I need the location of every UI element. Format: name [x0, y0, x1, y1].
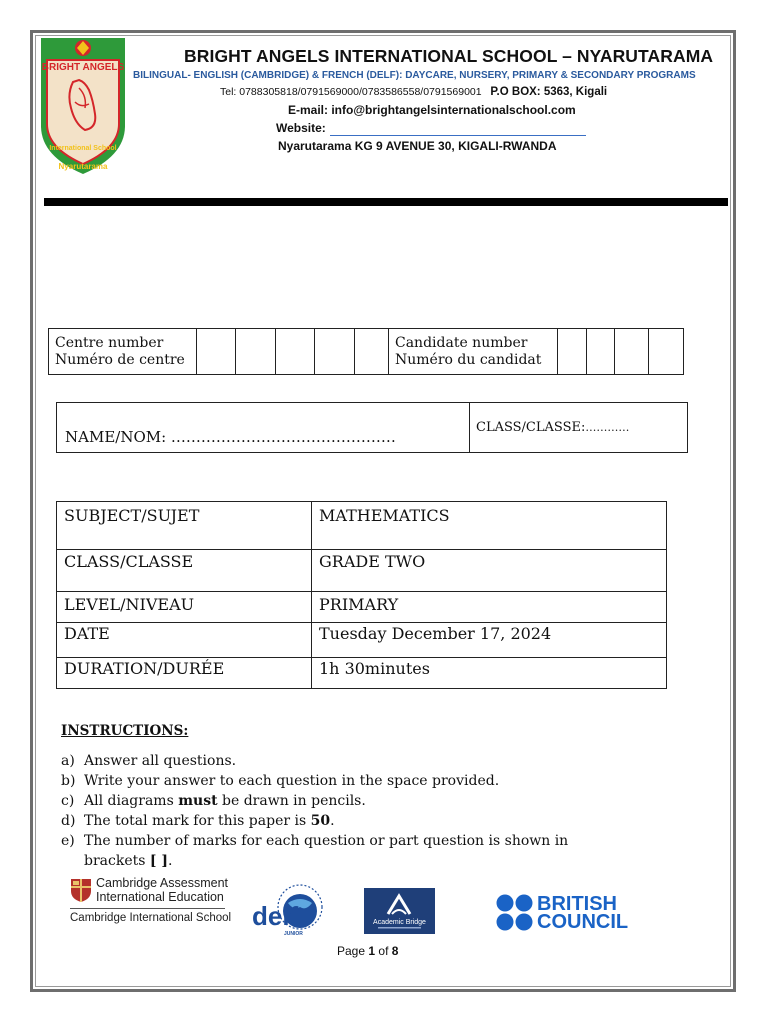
- table-row: [57, 550, 667, 592]
- list-item: d) The total mark for this paper is 50.: [61, 813, 335, 829]
- exam-info-label: DURATION/DURÉE: [57, 658, 312, 689]
- delf-text: delf: [252, 901, 299, 931]
- name-class-box: [56, 402, 688, 453]
- cambridge-shield-icon: [70, 878, 92, 903]
- candidate-digit-box[interactable]: [587, 329, 615, 375]
- candidate-number-label: [389, 329, 558, 375]
- name-field[interactable]: NAME/NOM: ………………………………………: [65, 428, 396, 446]
- list-item: c) All diagrams must be drawn in pencils.: [61, 793, 366, 809]
- candidate-number-grid: [48, 328, 684, 375]
- cambridge-line3: Cambridge International School: [70, 912, 232, 924]
- school-address: Nyarutarama KG 9 AVENUE 30, KIGALI-RWANDA: [278, 139, 557, 153]
- instructions-list: [61, 751, 621, 871]
- delf-subtext: JUNIOR: [284, 931, 303, 937]
- cambridge-line1: Cambridge Assessment: [96, 876, 229, 890]
- name-class-divider: [469, 403, 470, 452]
- logo-text-bottom: Nyarutarama: [58, 162, 108, 171]
- class-field[interactable]: [476, 420, 629, 435]
- candidate-digit-box[interactable]: [615, 329, 649, 375]
- school-contact-line: [220, 86, 607, 98]
- exam-info-value: GRADE TWO: [312, 550, 667, 592]
- exam-info-value: 1h 30minutes: [312, 658, 667, 689]
- logo-text-ring: International School: [49, 145, 117, 152]
- school-email: E-mail: info@brightangelsinternationalschool.com: [288, 103, 576, 117]
- table-row: [57, 592, 667, 623]
- header-divider: [44, 198, 728, 206]
- list-item: b) Write your answer to each question in the space provided.: [61, 773, 500, 789]
- centre-digit-box[interactable]: [315, 329, 355, 375]
- school-tel: Tel: 0788305818/0791569000/0783586558/0791569001: [220, 86, 482, 98]
- british-council-text: BRITISH COUNCIL: [537, 893, 629, 933]
- exam-info-label: SUBJECT/SUJET: [57, 502, 312, 550]
- candidate-digit-box[interactable]: [649, 329, 684, 375]
- exam-info-value: PRIMARY: [312, 592, 667, 623]
- centre-digit-box[interactable]: [236, 329, 276, 375]
- website-label: Website:: [276, 121, 326, 135]
- table-row: [57, 502, 667, 550]
- candidate-label-en: Candidate number: [395, 334, 528, 351]
- centre-digit-box[interactable]: [197, 329, 236, 375]
- centre-label-fr: Numéro de centre: [55, 351, 185, 368]
- exam-info-value: Tuesday December 17, 2024: [312, 623, 667, 658]
- exam-info-label: CLASS/CLASSE: [57, 550, 312, 592]
- centre-number-label: [49, 329, 197, 375]
- instructions-heading: INSTRUCTIONS:: [61, 723, 189, 739]
- class-dots: …………: [585, 421, 630, 434]
- school-po-box: P.O BOX: 5363, Kigali: [490, 86, 608, 98]
- school-programs: BILINGUAL- ENGLISH (CAMBRIDGE) & FRENCH (DELF): DAYCARE, NURSERY, PRIMARY & SECONDARY PROGRAMS: [133, 70, 696, 81]
- candidate-digit-box[interactable]: [558, 329, 587, 375]
- website-blank-line: [330, 135, 586, 136]
- exam-info-label: LEVEL/NIVEAU: [57, 592, 312, 623]
- table-row: [57, 623, 667, 658]
- list-item: a) Answer all questions.: [61, 753, 237, 769]
- british-council-dots-icon: [496, 894, 534, 932]
- centre-label-en: Centre number: [55, 334, 164, 351]
- centre-digit-box[interactable]: [355, 329, 389, 375]
- list-item: e) The number of marks for each question or part question is shown in brackets [ ].: [61, 833, 569, 869]
- exam-info-table: [56, 501, 667, 689]
- class-label: CLASS/CLASSE:: [476, 420, 586, 435]
- candidate-label-fr: Numéro du candidat: [395, 351, 542, 368]
- british-council-logo: [496, 893, 629, 934]
- academic-bridge-logo: [364, 888, 435, 934]
- delf-junior-logo: [250, 881, 330, 937]
- school-name: BRIGHT ANGELS INTERNATIONAL SCHOOL – NYARUTARAMA: [184, 46, 714, 66]
- table-row: [57, 658, 667, 689]
- logo-text-top: BRIGHT ANGELS: [41, 62, 125, 73]
- page-number: Page 1 of 8: [337, 944, 399, 958]
- school-logo: [37, 38, 129, 174]
- exam-info-label: DATE: [57, 623, 312, 658]
- academic-bridge-text: Academic Bridge: [373, 919, 426, 926]
- cambridge-divider: [70, 908, 225, 909]
- centre-digit-box[interactable]: [276, 329, 315, 375]
- cambridge-line2: International Education: [96, 890, 224, 904]
- exam-info-value: MATHEMATICS: [312, 502, 667, 550]
- cambridge-logo: [70, 876, 230, 928]
